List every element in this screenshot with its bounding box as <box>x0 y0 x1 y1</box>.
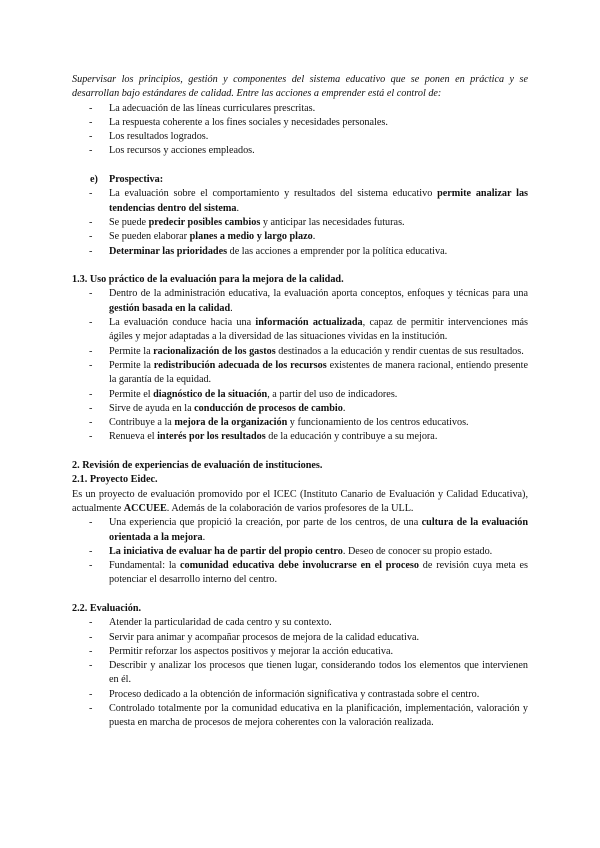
list-item: - Contribuye a la mejora de la organización y funcionamiento de los centros educativos. <box>72 416 528 430</box>
list-item: - Permite la redistribución adecuada de los recursos existentes de manera racional, entiendo presente la garantía de la equidad. <box>72 359 528 388</box>
list-item: - Sirve de ayuda en la conducción de procesos de cambio. <box>72 402 528 416</box>
list-item: - Permitir reforzar los aspectos positivos y mejorar la acción educativa. <box>72 645 528 659</box>
intro-list <box>72 102 528 159</box>
list-item: - Permite el diagnóstico de la situación, a partir del uso de indicadores. <box>72 388 528 402</box>
list-item: - Los resultados logrados. <box>72 130 528 144</box>
list-item: - Fundamental: la comunidad educativa debe involucrarse en el proceso de revisión cuya meta es potenciar el desarrollo interno del centro. <box>72 559 528 588</box>
list-item: - Atender la particularidad de cada centro y su contexto. <box>72 616 528 630</box>
list-item: - La evaluación sobre el comportamiento y resultados del sistema educativo permite analizar las tendencias dentro del sistema. <box>72 187 528 216</box>
list-item: - La evaluación conduce hacia una información actualizada, capaz de permitir intervenciones más ágiles y mejor adaptadas a la diversidad de las situaciones vividas en la institución. <box>72 316 528 345</box>
document-body <box>72 73 528 731</box>
section-2-1-heading: 2.1. Proyecto Eidec. <box>72 474 158 486</box>
list-item: - Se pueden elaborar planes a medio y largo plazo. <box>72 230 528 244</box>
list-item: - Describir y analizar los procesos que tienen lugar, considerando todos los elementos que intervienen en él. <box>72 659 528 688</box>
section-1-3-list <box>72 287 528 444</box>
prospectiva-list <box>72 187 528 258</box>
list-item: - Los recursos y acciones empleados. <box>72 144 528 158</box>
list-item: - La adecuación de las líneas curriculares prescritas. <box>72 102 528 116</box>
list-item: - Dentro de la administración educativa, la evaluación aporta conceptos, enfoques y técnicas para una gestión basada en la calidad. <box>72 287 528 316</box>
prospectiva-letter: e) <box>90 174 98 186</box>
intro-paragraph: Supervisar los principios, gestión y componentes del sistema educativo que se ponen en práctica y se desarrollan bajo estándares de calidad. Entre las acciones a emprender está el control de: <box>72 74 528 100</box>
section-1-3-heading: 1.3. Uso práctico de la evaluación para la mejora de la calidad. <box>72 274 344 286</box>
list-item: - Renueva el interés por los resultados de la educación y contribuye a su mejora. <box>72 430 528 444</box>
section-2-1-list <box>72 516 528 587</box>
section-2-2-list <box>72 616 528 730</box>
list-item: - Una experiencia que propició la creación, por parte de los centros, de una cultura de la evaluación orientada a la mejora. <box>72 516 528 545</box>
section-2-heading: 2. Revisión de experiencias de evaluación de instituciones. <box>72 460 323 472</box>
section-2-2-heading: 2.2. Evaluación. <box>72 602 142 614</box>
list-item: - La respuesta coherente a los fines sociales y necesidades personales. <box>72 116 528 130</box>
section-2-1-paragraph: Es un proyecto de evaluación promovido por el ICEC (Instituto Canario de Evaluación y Calidad Educativa), actualmente ACCUEE. Además de la colaboración de varios profesores de la ULL. <box>72 488 528 514</box>
list-item: - Servir para animar y acompañar procesos de mejora de la calidad educativa. <box>72 631 528 645</box>
list-item: - Se puede predecir posibles cambios y anticipar las necesidades futuras. <box>72 216 528 230</box>
list-item: - Permite la racionalización de los gastos destinados a la educación y rendir cuentas de sus resultados. <box>72 345 528 359</box>
list-item: - La iniciativa de evaluar ha de partir del propio centro. Deseo de conocer su propio estado. <box>72 545 528 559</box>
list-item: - Controlado totalmente por la comunidad educativa en la planificación, implementación, valoración y puesta en marcha de procesos de mejora coherentes con la valoración realizada. <box>72 702 528 731</box>
list-item: - Determinar las prioridades de las acciones a emprender por la política educativa. <box>72 245 528 259</box>
list-item: - Proceso dedicado a la obtención de información significativa y contrastada sobre el centro. <box>72 688 528 702</box>
prospectiva-title: Prospectiva: <box>109 174 164 186</box>
prospectiva-heading <box>72 173 528 187</box>
